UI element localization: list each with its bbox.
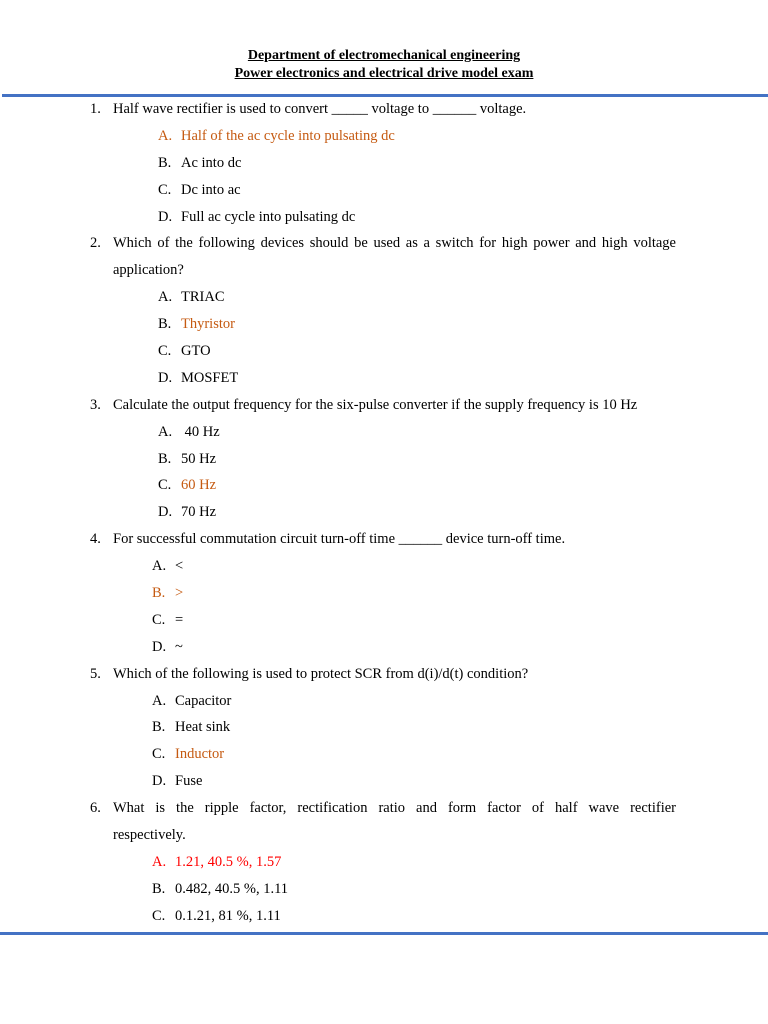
option-text: GTO — [181, 343, 211, 360]
option-text: < — [175, 558, 184, 575]
option-text: 0.482, 40.5 %, 1.11 — [175, 880, 289, 897]
question-text-continued: application? — [113, 262, 184, 279]
option-letter: B. — [158, 316, 172, 333]
exam-header — [0, 47, 768, 83]
option-letter: C. — [158, 181, 172, 198]
option-text: Thyristor — [181, 316, 235, 333]
option-text: Inductor — [175, 746, 225, 763]
option-letter: A. — [158, 127, 173, 144]
option-2c — [0, 338, 768, 365]
option-1a — [0, 123, 768, 150]
question-text: For successful commutation circuit turn-off time ______ device turn-off time. — [113, 531, 566, 548]
option-1b — [0, 150, 768, 177]
option-5c — [0, 741, 768, 768]
option-2a — [0, 284, 768, 311]
option-letter: C. — [152, 746, 166, 763]
option-text: ~ — [175, 638, 183, 655]
option-1c — [0, 177, 768, 204]
question-6-continued — [0, 822, 768, 849]
option-letter: A. — [152, 692, 167, 709]
option-letter: B. — [152, 719, 166, 736]
option-text: 60 Hz — [181, 477, 217, 494]
question-text: What is the ripple factor, rectification ratio and form factor of half wave rectifier — [113, 800, 676, 817]
option-letter: A. — [158, 423, 173, 440]
option-5a — [0, 688, 768, 715]
option-text: Heat sink — [175, 719, 231, 736]
question-text: Which of the following is used to protect SCR from d(i)/d(t) condition? — [113, 665, 529, 682]
option-letter: D. — [152, 638, 167, 655]
option-text: Half of the ac cycle into pulsating dc — [181, 127, 395, 144]
exam-title: Power electronics and electrical drive model exam — [234, 66, 534, 81]
option-6c — [0, 903, 768, 930]
question-number: 4. — [90, 531, 101, 548]
question-number: 5. — [90, 665, 101, 682]
option-letter: D. — [158, 369, 173, 386]
option-letter: C. — [152, 611, 166, 628]
question-number: 6. — [90, 800, 101, 817]
option-5d — [0, 768, 768, 795]
option-text: Dc into ac — [181, 181, 241, 198]
option-2b — [0, 311, 768, 338]
question-1 — [0, 96, 768, 123]
option-letter: D. — [158, 504, 173, 521]
option-3d — [0, 499, 768, 526]
option-text: Ac into dc — [181, 154, 242, 171]
question-number: 3. — [90, 396, 101, 413]
option-letter: D. — [158, 208, 173, 225]
option-letter: A. — [158, 289, 173, 306]
option-text: Fuse — [175, 773, 203, 790]
option-letter: B. — [152, 585, 166, 602]
option-6a — [0, 849, 768, 876]
question-text: Half wave rectifier is used to convert _____ voltage to ______ voltage. — [113, 101, 527, 117]
question-6 — [0, 795, 768, 822]
option-letter: A. — [152, 853, 167, 870]
option-letter: A. — [152, 558, 167, 575]
option-4d — [0, 634, 768, 661]
option-letter: D. — [152, 773, 167, 790]
option-letter: B. — [158, 154, 172, 171]
question-2 — [0, 230, 768, 257]
option-3b — [0, 446, 768, 473]
question-text: Calculate the output frequency for the six-pulse converter if the supply frequency is 10 Hz — [113, 396, 638, 413]
option-4c — [0, 607, 768, 634]
option-text: 0.1.21, 81 %, 1.11 — [175, 907, 281, 924]
option-text: Full ac cycle into pulsating dc — [181, 208, 356, 225]
question-2-continued — [0, 257, 768, 284]
question-number: 1. — [90, 101, 101, 117]
option-5b — [0, 714, 768, 741]
question-5 — [0, 661, 768, 688]
option-text: Capacitor — [175, 692, 232, 709]
option-text: 50 Hz — [181, 450, 217, 467]
bottom-divider — [0, 932, 768, 935]
question-text-continued: respectively. — [113, 827, 186, 844]
option-letter: C. — [152, 907, 166, 924]
question-text: Which of the following devices should be used as a switch for high power and high voltage — [113, 235, 676, 252]
option-letter: B. — [158, 450, 172, 467]
option-4b — [0, 580, 768, 607]
option-letter: B. — [152, 880, 166, 897]
question-list — [0, 96, 768, 930]
option-text: MOSFET — [181, 369, 239, 386]
question-4 — [0, 526, 768, 553]
option-letter: C. — [158, 343, 172, 360]
option-text: 1.21, 40.5 %, 1.57 — [175, 853, 282, 870]
question-number: 2. — [90, 235, 101, 252]
option-2d — [0, 365, 768, 392]
option-text: TRIAC — [181, 289, 225, 306]
option-4a — [0, 553, 768, 580]
option-3c — [0, 472, 768, 499]
department-title: Department of electromechanical engineering — [247, 48, 521, 63]
option-letter: C. — [158, 477, 172, 494]
option-text: 40 Hz — [181, 423, 220, 440]
question-3 — [0, 392, 768, 419]
option-6b — [0, 876, 768, 903]
option-1d — [0, 204, 768, 231]
option-text: 70 Hz — [181, 504, 217, 521]
option-3a — [0, 419, 768, 446]
option-text: = — [175, 611, 184, 628]
option-text: > — [175, 585, 184, 602]
